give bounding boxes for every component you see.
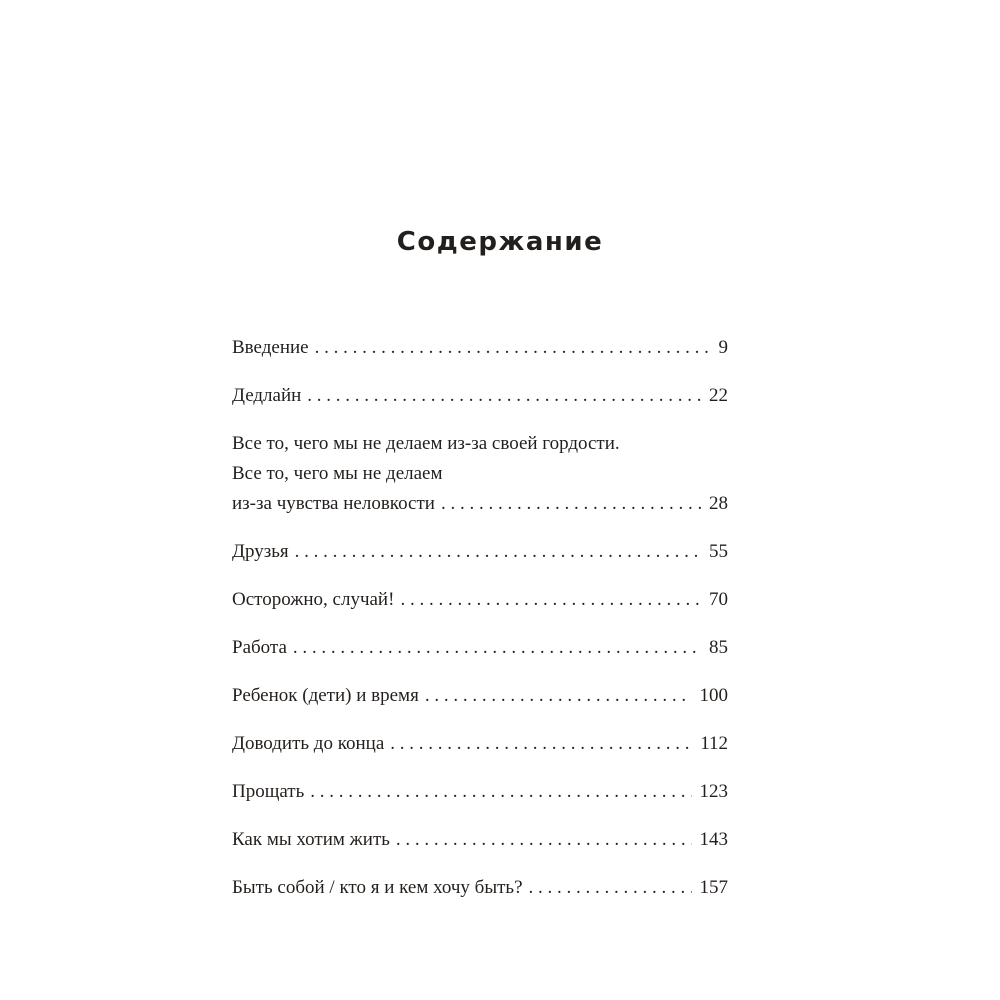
toc-entry-line	[232, 777, 728, 807]
toc-page-number: 112	[700, 733, 728, 754]
toc-entry-title: Друзья	[232, 541, 289, 562]
toc-leader-dots	[315, 333, 711, 363]
page-title: Содержание	[396, 227, 604, 257]
toc-entry-title: Введение	[232, 337, 309, 358]
toc-entry	[232, 585, 728, 615]
table-of-contents	[232, 333, 728, 921]
toc-entry-line	[232, 585, 728, 615]
toc-entry-line	[232, 537, 728, 567]
toc-leader-dots	[529, 873, 692, 903]
toc-leader-dots	[400, 585, 701, 615]
toc-entry-line	[232, 489, 728, 519]
toc-entry	[232, 729, 728, 759]
toc-entry-title: Работа	[232, 637, 287, 658]
toc-entry	[232, 333, 728, 363]
toc-entry	[232, 381, 728, 411]
toc-page-number: 85	[709, 637, 728, 658]
toc-page-number: 123	[699, 781, 728, 802]
toc-entry-title-line: Все то, чего мы не делаем из-за своей гордости.	[232, 433, 620, 454]
toc-page-number: 70	[709, 589, 728, 610]
toc-entry-line	[232, 729, 728, 759]
toc-entry-line	[232, 825, 728, 855]
toc-entry	[232, 873, 728, 903]
toc-entry-line	[232, 381, 728, 411]
toc-page-number: 55	[709, 541, 728, 562]
toc-entry	[232, 537, 728, 567]
toc-entry-title-line: из-за чувства неловкости	[232, 493, 435, 514]
toc-page-number: 9	[718, 337, 728, 358]
toc-entry	[232, 429, 728, 519]
toc-entry	[232, 777, 728, 807]
toc-entry	[232, 633, 728, 663]
toc-leader-dots	[425, 681, 692, 711]
toc-entry-title: Прощать	[232, 781, 305, 802]
toc-page-number: 22	[709, 385, 728, 406]
toc-leader-dots	[295, 537, 701, 567]
toc-page-number: 157	[699, 877, 728, 898]
toc-entry	[232, 681, 728, 711]
toc-page-number: 143	[699, 829, 728, 850]
toc-entry-title: Ребенок (дети) и время	[232, 685, 419, 706]
toc-leader-dots	[390, 729, 692, 759]
toc-entry-line	[232, 681, 728, 711]
toc-entry-title: Доводить до конца	[232, 733, 385, 754]
toc-entry-title-line: Все то, чего мы не делаем	[232, 463, 443, 484]
toc-page-number: 100	[699, 685, 728, 706]
toc-entry-title: Быть собой / кто я и кем хочу быть?	[232, 877, 523, 898]
toc-leader-dots	[396, 825, 692, 855]
toc-entry-line	[232, 333, 728, 363]
toc-entry-line	[232, 873, 728, 903]
toc-entry-title: Осторожно, случай!	[232, 589, 395, 610]
toc-leader-dots	[307, 381, 701, 411]
toc-entry	[232, 825, 728, 855]
toc-entry-title: Как мы хотим жить	[232, 829, 390, 850]
toc-entry-title: Дедлайн	[232, 385, 302, 406]
toc-page-number: 28	[709, 493, 728, 514]
toc-leader-dots	[293, 633, 701, 663]
toc-leader-dots	[310, 777, 691, 807]
toc-leader-dots	[441, 489, 701, 519]
toc-entry-line	[232, 633, 728, 663]
